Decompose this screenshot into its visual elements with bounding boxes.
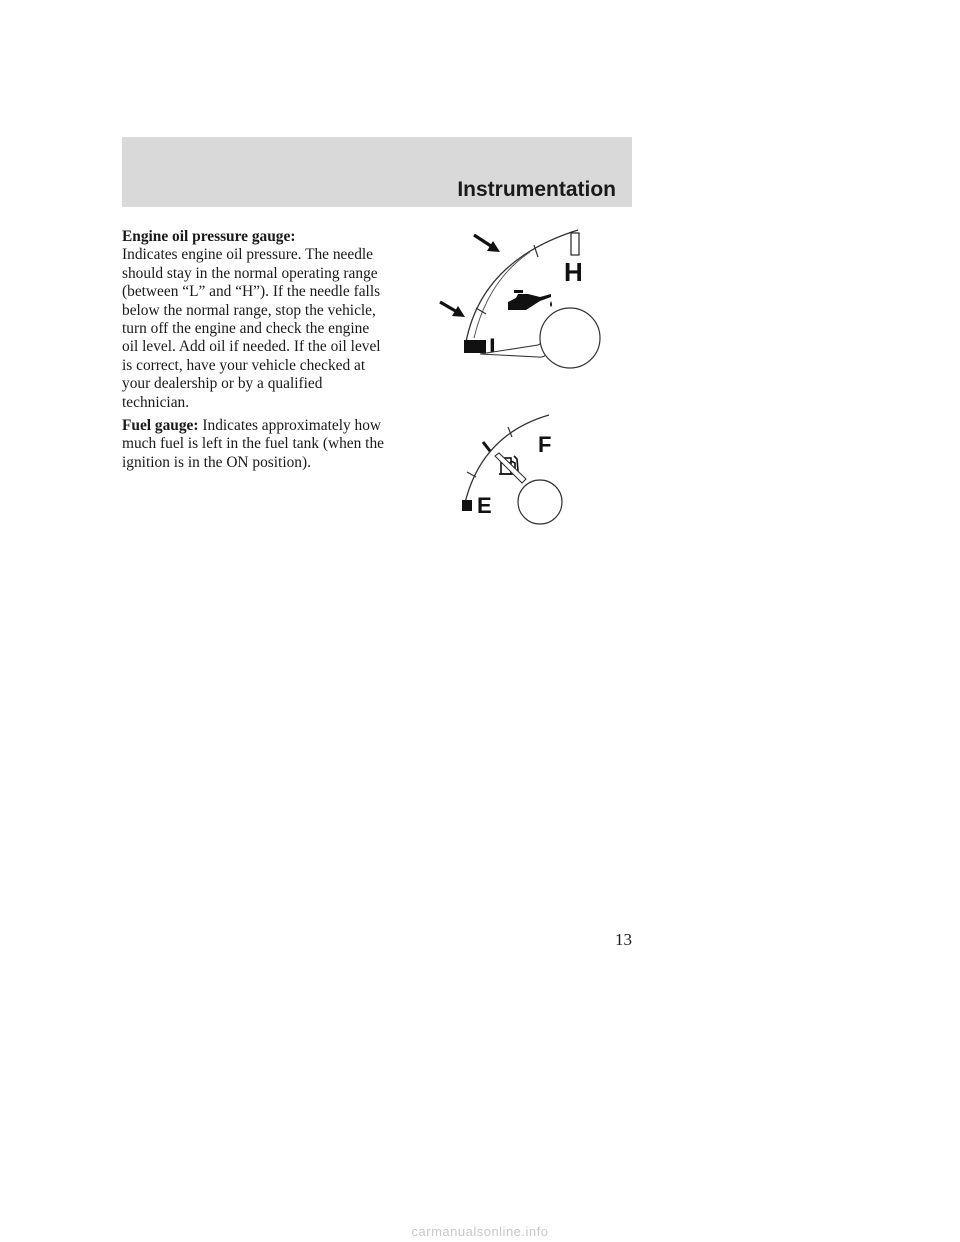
oil-gauge-high-label: H	[564, 257, 583, 287]
fuel-gauge-description: Indicates approximately how much fuel is left in the fuel tank (when the ignition is in the ON position).	[122, 417, 384, 471]
oil-gauge-high-marker	[571, 233, 579, 255]
oil-gauge-low-marker	[464, 340, 486, 353]
oil-gauge-low-arrow	[440, 302, 465, 317]
fuel-gauge-hub	[518, 480, 562, 524]
fuel-gauge-figure	[450, 405, 580, 535]
fuel-gauge-empty-marker	[462, 500, 472, 511]
oil-gauge-tick	[476, 308, 486, 314]
oil-gauge-high-arrow	[474, 235, 500, 252]
oil-gauge-hub	[540, 308, 600, 368]
watermark: carmanualsonline.info	[411, 1224, 549, 1239]
fuel-gauge-tick-bold	[483, 442, 490, 451]
page-number: 13	[615, 930, 632, 949]
fuel-gauge-term: Fuel gauge:	[122, 417, 199, 435]
oil-gauge-paragraph	[122, 228, 384, 412]
fuel-gauge-full-label: F	[538, 432, 552, 457]
body-text	[122, 228, 384, 477]
oil-gauge-description: Indicates engine oil pressure. The needle should stay in the normal operating range (between “L” and “H”). If the needle falls below the normal range, stop the vehicle, turn off the engine and check the engine oil level. Add oil if needed. If the oil level is correct, have your vehicle checked at your dealership or by a qualified technician.	[122, 246, 381, 411]
oil-pressure-gauge-figure	[430, 220, 620, 385]
section-title: Instrumentation	[457, 178, 616, 201]
section-header	[122, 137, 632, 207]
oil-gauge-term: Engine oil pressure gauge:	[122, 228, 296, 245]
oil-can-icon	[508, 290, 552, 310]
oil-gauge-low-label: L	[489, 334, 504, 361]
fuel-gauge-paragraph	[122, 417, 384, 472]
fuel-gauge-empty-label: E	[477, 493, 492, 518]
